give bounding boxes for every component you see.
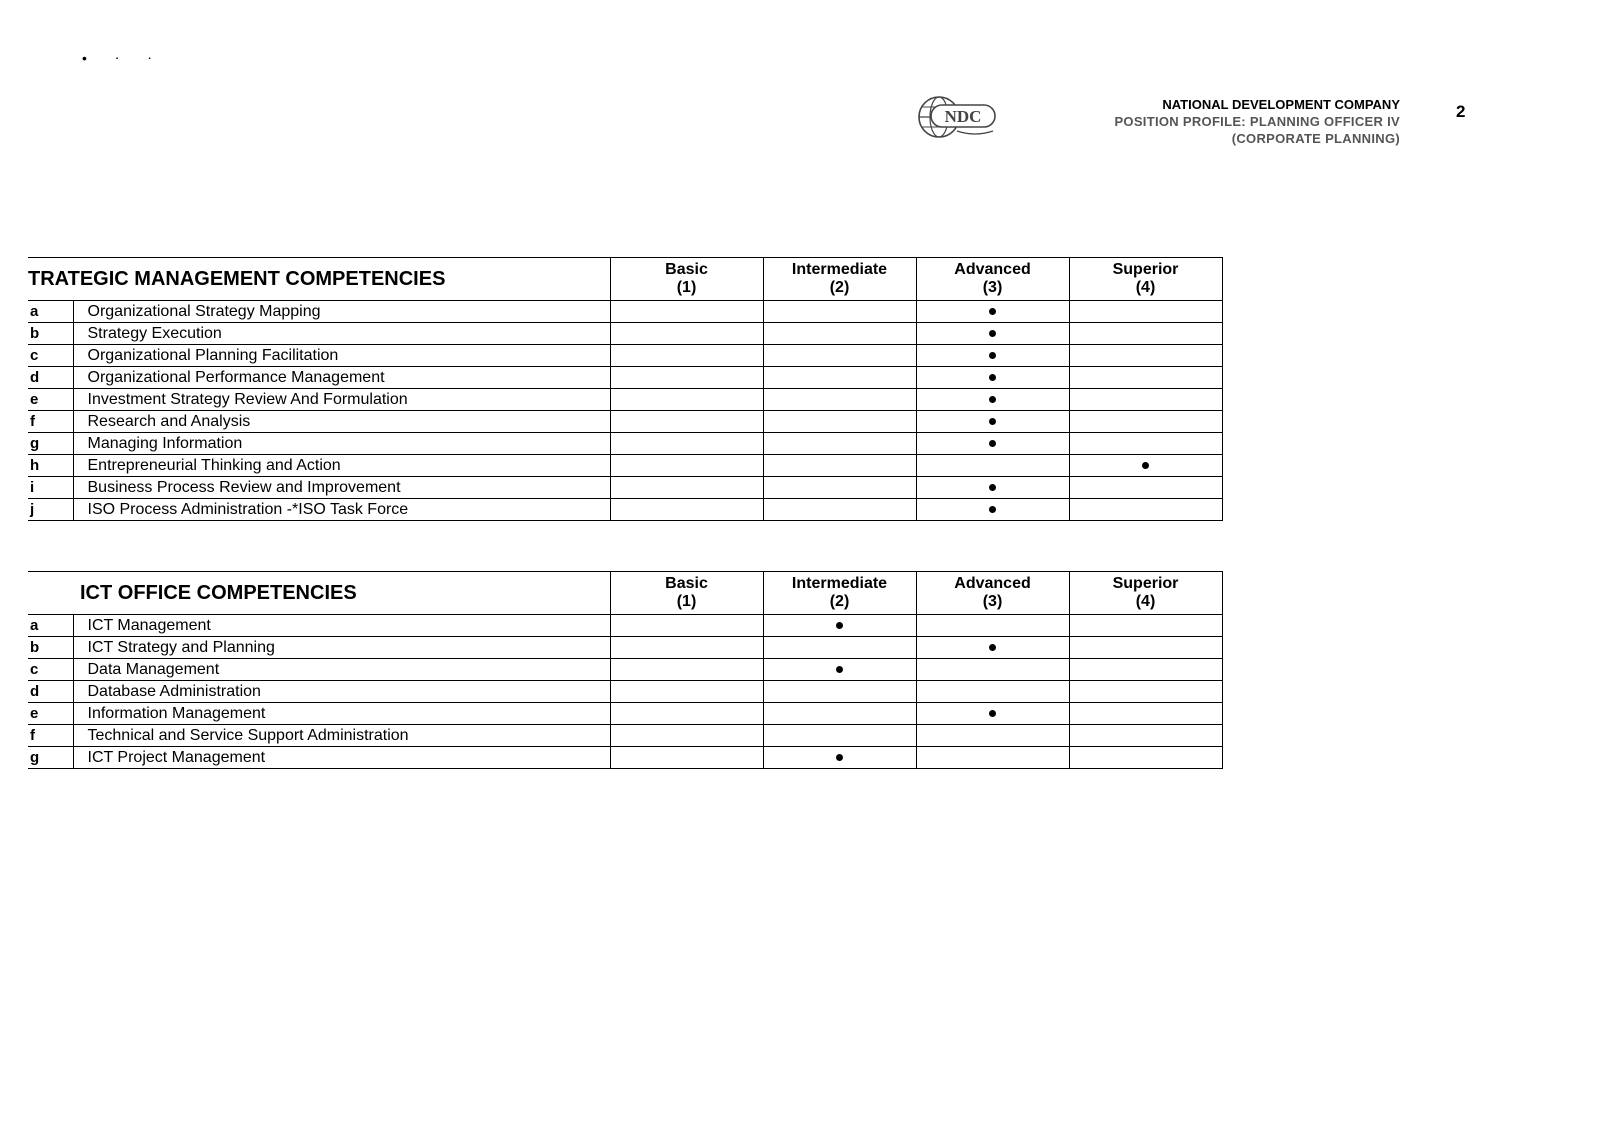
row-letter: e — [28, 389, 73, 411]
table-header-row — [28, 258, 1222, 301]
table-title: TRATEGIC MANAGEMENT COMPETENCIES — [28, 258, 610, 301]
competency-name: Organizational Strategy Mapping — [73, 301, 610, 323]
competency-name: Data Management — [73, 659, 610, 681]
table-header-row — [28, 572, 1222, 615]
bullet-dot-icon — [989, 374, 996, 381]
competency-name: Entrepreneurial Thinking and Action — [73, 455, 610, 477]
level-cell-superior — [1069, 615, 1222, 637]
row-letter: h — [28, 455, 73, 477]
bullet-dot-icon — [989, 330, 996, 337]
table-body — [28, 615, 1222, 769]
level-cell-intermediate — [763, 703, 916, 725]
row-letter: d — [28, 367, 73, 389]
bullet-dot-icon — [989, 644, 996, 651]
competency-name: Managing Information — [73, 433, 610, 455]
level-cell-intermediate — [763, 345, 916, 367]
level-cell-basic — [610, 411, 763, 433]
company-name: NATIONAL DEVELOPMENT COMPANY — [1162, 97, 1400, 112]
level-cell-superior — [1069, 725, 1222, 747]
table-row — [28, 323, 1222, 345]
level-header-advanced: Advanced (3) — [916, 258, 1069, 301]
document-header — [1114, 96, 1400, 147]
level-header-basic: Basic (1) — [610, 572, 763, 615]
level-cell-intermediate — [763, 637, 916, 659]
level-cell-superior — [1069, 389, 1222, 411]
level-cell-intermediate — [763, 681, 916, 703]
level-cell-advanced — [916, 367, 1069, 389]
ict-competencies-table — [28, 571, 1223, 769]
level-cell-advanced — [916, 477, 1069, 499]
position-profile: POSITION PROFILE: PLANNING OFFICER IV — [1114, 114, 1400, 129]
level-cell-advanced — [916, 433, 1069, 455]
level-header-intermediate: Intermediate (2) — [763, 258, 916, 301]
level-cell-superior — [1069, 681, 1222, 703]
level-cell-superior — [1069, 703, 1222, 725]
level-cell-basic — [610, 477, 763, 499]
table-body — [28, 301, 1222, 521]
level-cell-basic — [610, 681, 763, 703]
level-cell-superior — [1069, 659, 1222, 681]
table-row — [28, 659, 1222, 681]
level-cell-basic — [610, 659, 763, 681]
level-cell-superior — [1069, 323, 1222, 345]
level-cell-advanced — [916, 659, 1069, 681]
table-row — [28, 477, 1222, 499]
row-letter: d — [28, 681, 73, 703]
bullet-dot-icon — [989, 352, 996, 359]
row-letter: c — [28, 345, 73, 367]
table-row — [28, 345, 1222, 367]
table-row — [28, 367, 1222, 389]
page-number: 2 — [1456, 102, 1466, 121]
level-cell-intermediate — [763, 477, 916, 499]
bullet-dot-icon — [989, 710, 996, 717]
bullet-dot-icon — [989, 418, 996, 425]
row-letter: f — [28, 725, 73, 747]
strategic-competencies-table — [28, 257, 1223, 521]
bullet-dot-icon — [989, 308, 996, 315]
competency-name: Database Administration — [73, 681, 610, 703]
bullet-dot-icon — [1142, 462, 1149, 469]
level-cell-advanced — [916, 747, 1069, 769]
level-cell-superior — [1069, 367, 1222, 389]
competency-name: ICT Management — [73, 615, 610, 637]
table-row — [28, 747, 1222, 769]
competency-name: ISO Process Administration -*ISO Task Force — [73, 499, 610, 521]
bullet-dot-icon — [836, 754, 843, 761]
row-letter: a — [28, 301, 73, 323]
competency-name: Investment Strategy Review And Formulation — [73, 389, 610, 411]
level-cell-intermediate — [763, 301, 916, 323]
level-cell-basic — [610, 455, 763, 477]
competency-name: Research and Analysis — [73, 411, 610, 433]
table-row — [28, 301, 1222, 323]
level-cell-basic — [610, 323, 763, 345]
level-cell-superior — [1069, 433, 1222, 455]
level-cell-superior — [1069, 345, 1222, 367]
table-row — [28, 725, 1222, 747]
level-cell-intermediate — [763, 411, 916, 433]
competency-name: ICT Strategy and Planning — [73, 637, 610, 659]
row-letter: e — [28, 703, 73, 725]
level-cell-intermediate — [763, 367, 916, 389]
division-name: (CORPORATE PLANNING) — [1231, 131, 1400, 146]
level-header-basic: Basic (1) — [610, 258, 763, 301]
level-cell-advanced — [916, 455, 1069, 477]
table-row — [28, 433, 1222, 455]
row-letter: b — [28, 323, 73, 345]
competency-name: Technical and Service Support Administration — [73, 725, 610, 747]
level-cell-advanced — [916, 725, 1069, 747]
level-cell-advanced — [916, 389, 1069, 411]
level-cell-advanced — [916, 615, 1069, 637]
level-cell-basic — [610, 389, 763, 411]
bullet-dot-icon — [989, 484, 996, 491]
level-header-superior: Superior (4) — [1069, 258, 1222, 301]
row-letter: i — [28, 477, 73, 499]
level-cell-intermediate — [763, 455, 916, 477]
level-cell-intermediate — [763, 725, 916, 747]
table-row — [28, 681, 1222, 703]
bullet-dot-icon — [989, 396, 996, 403]
row-letter: g — [28, 433, 73, 455]
svg-text:NDC: NDC — [944, 107, 982, 126]
competency-name: ICT Project Management — [73, 747, 610, 769]
level-cell-advanced — [916, 345, 1069, 367]
competency-name: Organizational Planning Facilitation — [73, 345, 610, 367]
level-cell-basic — [610, 615, 763, 637]
level-cell-basic — [610, 301, 763, 323]
competency-name: Information Management — [73, 703, 610, 725]
row-letter: f — [28, 411, 73, 433]
level-cell-superior — [1069, 637, 1222, 659]
level-cell-basic — [610, 433, 763, 455]
level-cell-superior — [1069, 411, 1222, 433]
level-cell-basic — [610, 725, 763, 747]
level-cell-advanced — [916, 323, 1069, 345]
scan-specks: •⋅⋅ — [82, 50, 180, 66]
level-cell-intermediate — [763, 389, 916, 411]
level-header-superior: Superior (4) — [1069, 572, 1222, 615]
table-row — [28, 455, 1222, 477]
row-letter: g — [28, 747, 73, 769]
level-cell-intermediate — [763, 323, 916, 345]
level-cell-basic — [610, 499, 763, 521]
competency-name: Organizational Performance Management — [73, 367, 610, 389]
level-cell-superior — [1069, 747, 1222, 769]
level-cell-advanced — [916, 703, 1069, 725]
level-cell-advanced — [916, 301, 1069, 323]
level-header-intermediate: Intermediate (2) — [763, 572, 916, 615]
table-row — [28, 637, 1222, 659]
level-cell-intermediate — [763, 433, 916, 455]
table-row — [28, 411, 1222, 433]
level-header-advanced: Advanced (3) — [916, 572, 1069, 615]
level-cell-superior — [1069, 301, 1222, 323]
row-letter: j — [28, 499, 73, 521]
level-cell-intermediate — [763, 659, 916, 681]
level-cell-superior — [1069, 455, 1222, 477]
bullet-dot-icon — [989, 440, 996, 447]
competency-name: Strategy Execution — [73, 323, 610, 345]
ndc-logo-icon — [917, 93, 1017, 141]
competency-name: Business Process Review and Improvement — [73, 477, 610, 499]
level-cell-advanced — [916, 681, 1069, 703]
level-cell-intermediate — [763, 499, 916, 521]
table-row — [28, 389, 1222, 411]
bullet-dot-icon — [989, 506, 996, 513]
level-cell-basic — [610, 703, 763, 725]
row-letter: c — [28, 659, 73, 681]
table-row — [28, 499, 1222, 521]
level-cell-advanced — [916, 411, 1069, 433]
level-cell-basic — [610, 367, 763, 389]
bullet-dot-icon — [836, 622, 843, 629]
row-letter: a — [28, 615, 73, 637]
level-cell-basic — [610, 747, 763, 769]
level-cell-advanced — [916, 637, 1069, 659]
level-cell-superior — [1069, 499, 1222, 521]
bullet-dot-icon — [836, 666, 843, 673]
level-cell-intermediate — [763, 615, 916, 637]
level-cell-basic — [610, 637, 763, 659]
level-cell-superior — [1069, 477, 1222, 499]
table-row — [28, 703, 1222, 725]
level-cell-advanced — [916, 499, 1069, 521]
level-cell-basic — [610, 345, 763, 367]
table-row — [28, 615, 1222, 637]
table-title: ICT OFFICE COMPETENCIES — [28, 572, 610, 615]
level-cell-intermediate — [763, 747, 916, 769]
row-letter: b — [28, 637, 73, 659]
